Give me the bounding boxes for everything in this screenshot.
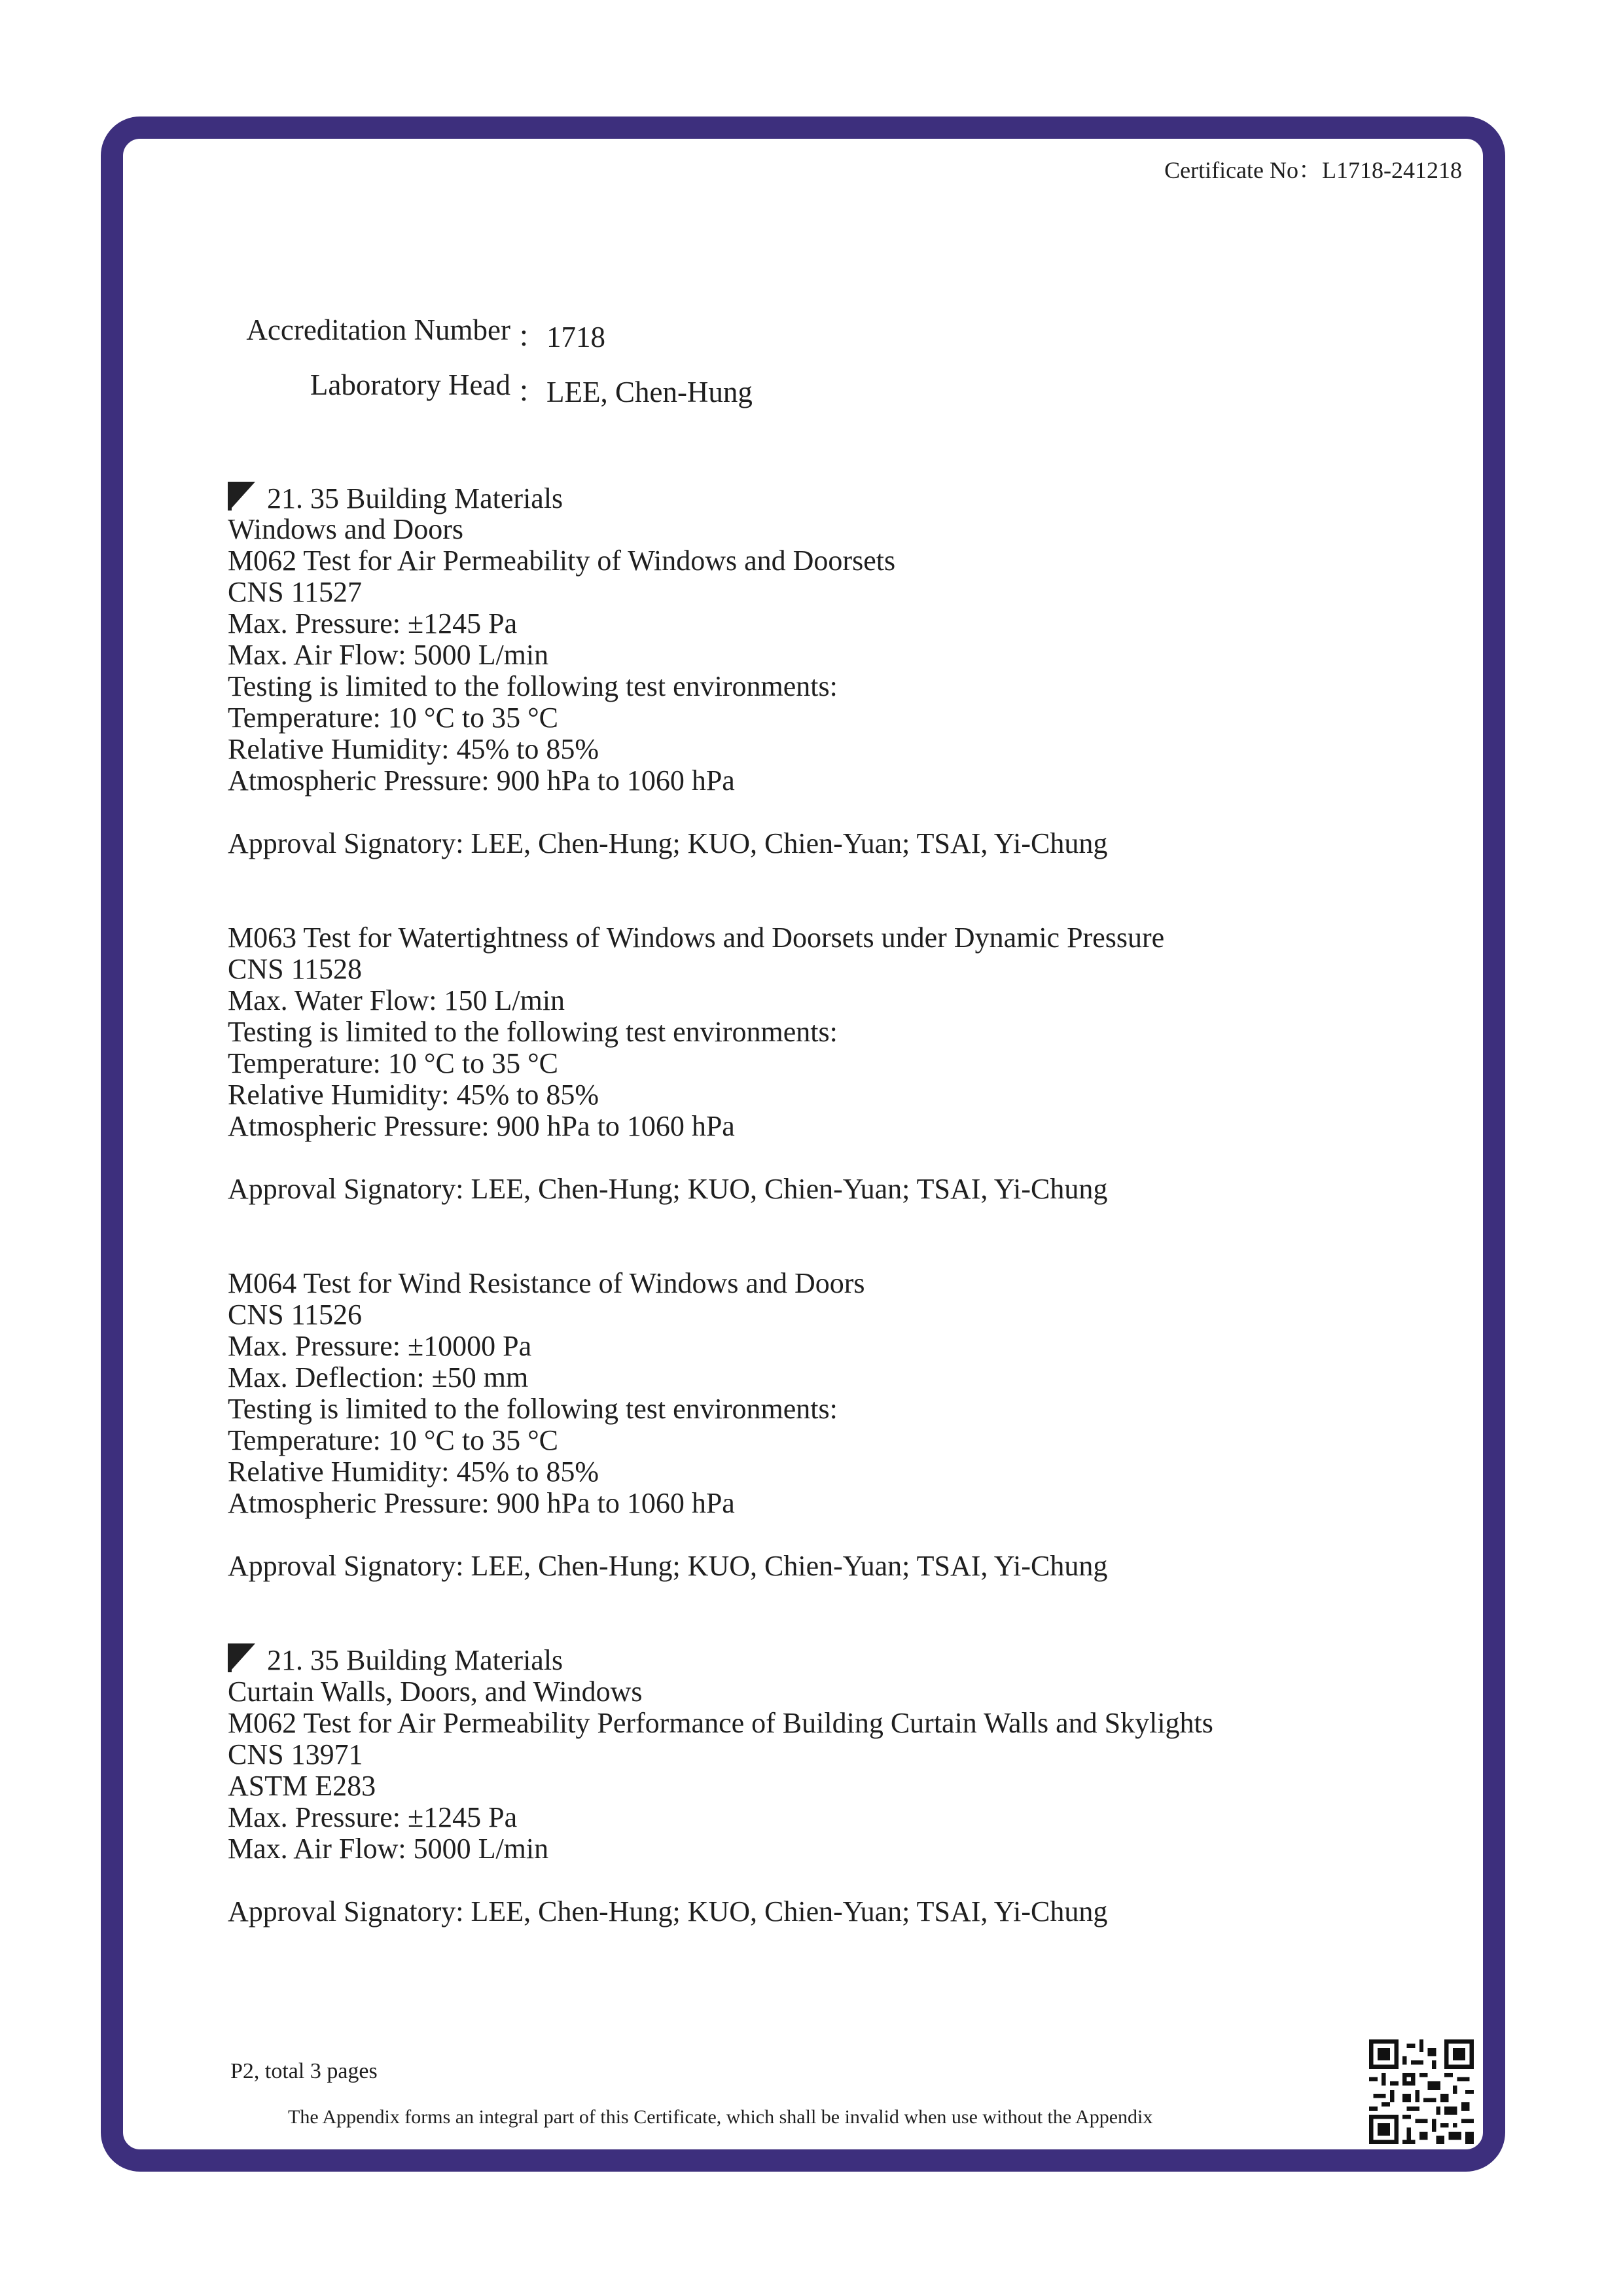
scope-line-text: Relative Humidity: 45% to 85% — [228, 1079, 599, 1111]
scope-line-text: Atmospheric Pressure: 900 hPa to 1060 hPa — [228, 1110, 735, 1142]
qr-code — [1369, 2039, 1474, 2144]
scope-line — [228, 985, 565, 1016]
scope-line — [228, 765, 735, 797]
scope-line — [228, 954, 362, 985]
scope-line-text: CNS 11526 — [228, 1299, 362, 1331]
scope-line-text: Atmospheric Pressure: 900 hPa to 1060 hPa — [228, 1487, 735, 1519]
scope-line — [228, 1551, 1107, 1582]
scope-line — [228, 1299, 362, 1331]
scope-line-text: M062 Test for Air Permeability of Windows and Doorsets — [228, 545, 896, 577]
appendix-note: The Appendix forms an integral part of this Certificate, which shall be invalid when use without the Appendix — [288, 2106, 1153, 2128]
flag-icon — [228, 482, 255, 511]
scope-line — [228, 1802, 517, 1833]
scope-line — [228, 1393, 838, 1425]
scope-line-text: CNS 11527 — [228, 576, 362, 608]
scope-line-text: Approval Signatory: LEE, Chen-Hung; KUO, Chien-Yuan; TSAI, Yi-Chung — [228, 1550, 1108, 1582]
scope-line-text: M062 Test for Air Permeability Performance of Building Curtain Walls and Skylights — [228, 1707, 1213, 1739]
scope-line — [228, 1896, 1107, 1928]
scope-line-text: Testing is limited to the following test environments: — [228, 670, 838, 702]
scope-line — [228, 1268, 865, 1299]
scope-line — [228, 514, 463, 545]
scope-line-text: Max. Air Flow: 5000 L/min — [228, 639, 549, 671]
scope-line — [228, 1770, 376, 1802]
scope-line — [228, 1331, 531, 1362]
scope-line-text: 21. 35 Building Materials — [267, 482, 563, 514]
scope-line-text: Curtain Walls, Doors, and Windows — [228, 1676, 643, 1708]
scope-line-text: M063 Test for Watertightness of Windows and Doorsets under Dynamic Pressure — [228, 922, 1165, 954]
scope-line — [228, 1111, 735, 1142]
scope-line-text: Approval Signatory: LEE, Chen-Hung; KUO, Chien-Yuan; TSAI, Yi-Chung — [228, 1173, 1108, 1205]
page-number: P2, total 3 pages — [230, 2059, 378, 2083]
scope-line — [228, 1708, 1213, 1739]
scope-line — [228, 671, 838, 702]
scope-line — [228, 702, 558, 734]
scope-line — [228, 639, 548, 671]
scope-line-text: Max. Pressure: ±1245 Pa — [228, 1801, 518, 1833]
scope-line — [228, 1079, 599, 1111]
scope-line — [228, 828, 1107, 859]
accreditation-label: Accreditation Number — [246, 314, 510, 346]
scope-line-text: CNS 13971 — [228, 1738, 363, 1770]
scope-line-text: Testing is limited to the following test environments: — [228, 1016, 838, 1048]
scope-line — [228, 1676, 642, 1708]
scope-line — [228, 577, 362, 608]
scope-line-text: Temperature: 10 °C to 35 °C — [228, 1424, 559, 1456]
scope-line-text: Testing is limited to the following test environments: — [228, 1393, 838, 1425]
certificate-number: Certificate No：L1718-241218 — [1164, 157, 1462, 183]
section-heading — [267, 483, 563, 514]
scope-line-text: Max. Air Flow: 5000 L/min — [228, 1833, 549, 1865]
scope-line-text: M064 Test for Wind Resistance of Windows and Doors — [228, 1267, 865, 1299]
scope-line-text: Max. Deflection: ±50 mm — [228, 1361, 529, 1393]
scope-line-text: CNS 11528 — [228, 953, 362, 985]
flag-icon — [228, 1643, 255, 1672]
scope-line — [228, 545, 895, 577]
scope-line — [228, 1833, 548, 1865]
scope-line — [228, 608, 517, 639]
scope-line-text: Windows and Doors — [228, 513, 463, 545]
scope-line-text: Relative Humidity: 45% to 85% — [228, 733, 599, 765]
scope-line-text: Relative Humidity: 45% to 85% — [228, 1456, 599, 1488]
scope-line-text: Max. Pressure: ±10000 Pa — [228, 1330, 532, 1362]
laboratory-head-value: ：LEE, Chen-Hung — [517, 376, 753, 408]
scope-line-text: Max. Pressure: ±1245 Pa — [228, 607, 518, 639]
accreditation-value: ：1718 — [517, 321, 606, 353]
scope-line — [228, 1456, 599, 1488]
scope-line-text: Max. Water Flow: 150 L/min — [228, 984, 565, 1016]
laboratory-head-label: Laboratory Head — [310, 368, 510, 401]
scope-line — [228, 734, 599, 765]
scope-line — [228, 1488, 735, 1519]
scope-line-text: Approval Signatory: LEE, Chen-Hung; KUO, Chien-Yuan; TSAI, Yi-Chung — [228, 1895, 1108, 1928]
scope-line — [228, 1048, 558, 1079]
scope-line-text: ASTM E283 — [228, 1770, 376, 1802]
scope-line — [228, 1016, 838, 1048]
scope-line-text: 21. 35 Building Materials — [267, 1644, 563, 1676]
section-heading — [267, 1645, 563, 1676]
scope-line — [228, 1362, 528, 1393]
scope-line-text: Approval Signatory: LEE, Chen-Hung; KUO, Chien-Yuan; TSAI, Yi-Chung — [228, 827, 1108, 859]
scope-line — [228, 1425, 558, 1456]
scope-line-text: Temperature: 10 °C to 35 °C — [228, 702, 559, 734]
scope-line — [228, 1174, 1107, 1205]
scope-line — [228, 922, 1164, 954]
scope-line — [228, 1739, 363, 1770]
scope-line-text: Atmospheric Pressure: 900 hPa to 1060 hPa — [228, 764, 735, 797]
scope-line-text: Temperature: 10 °C to 35 °C — [228, 1047, 559, 1079]
